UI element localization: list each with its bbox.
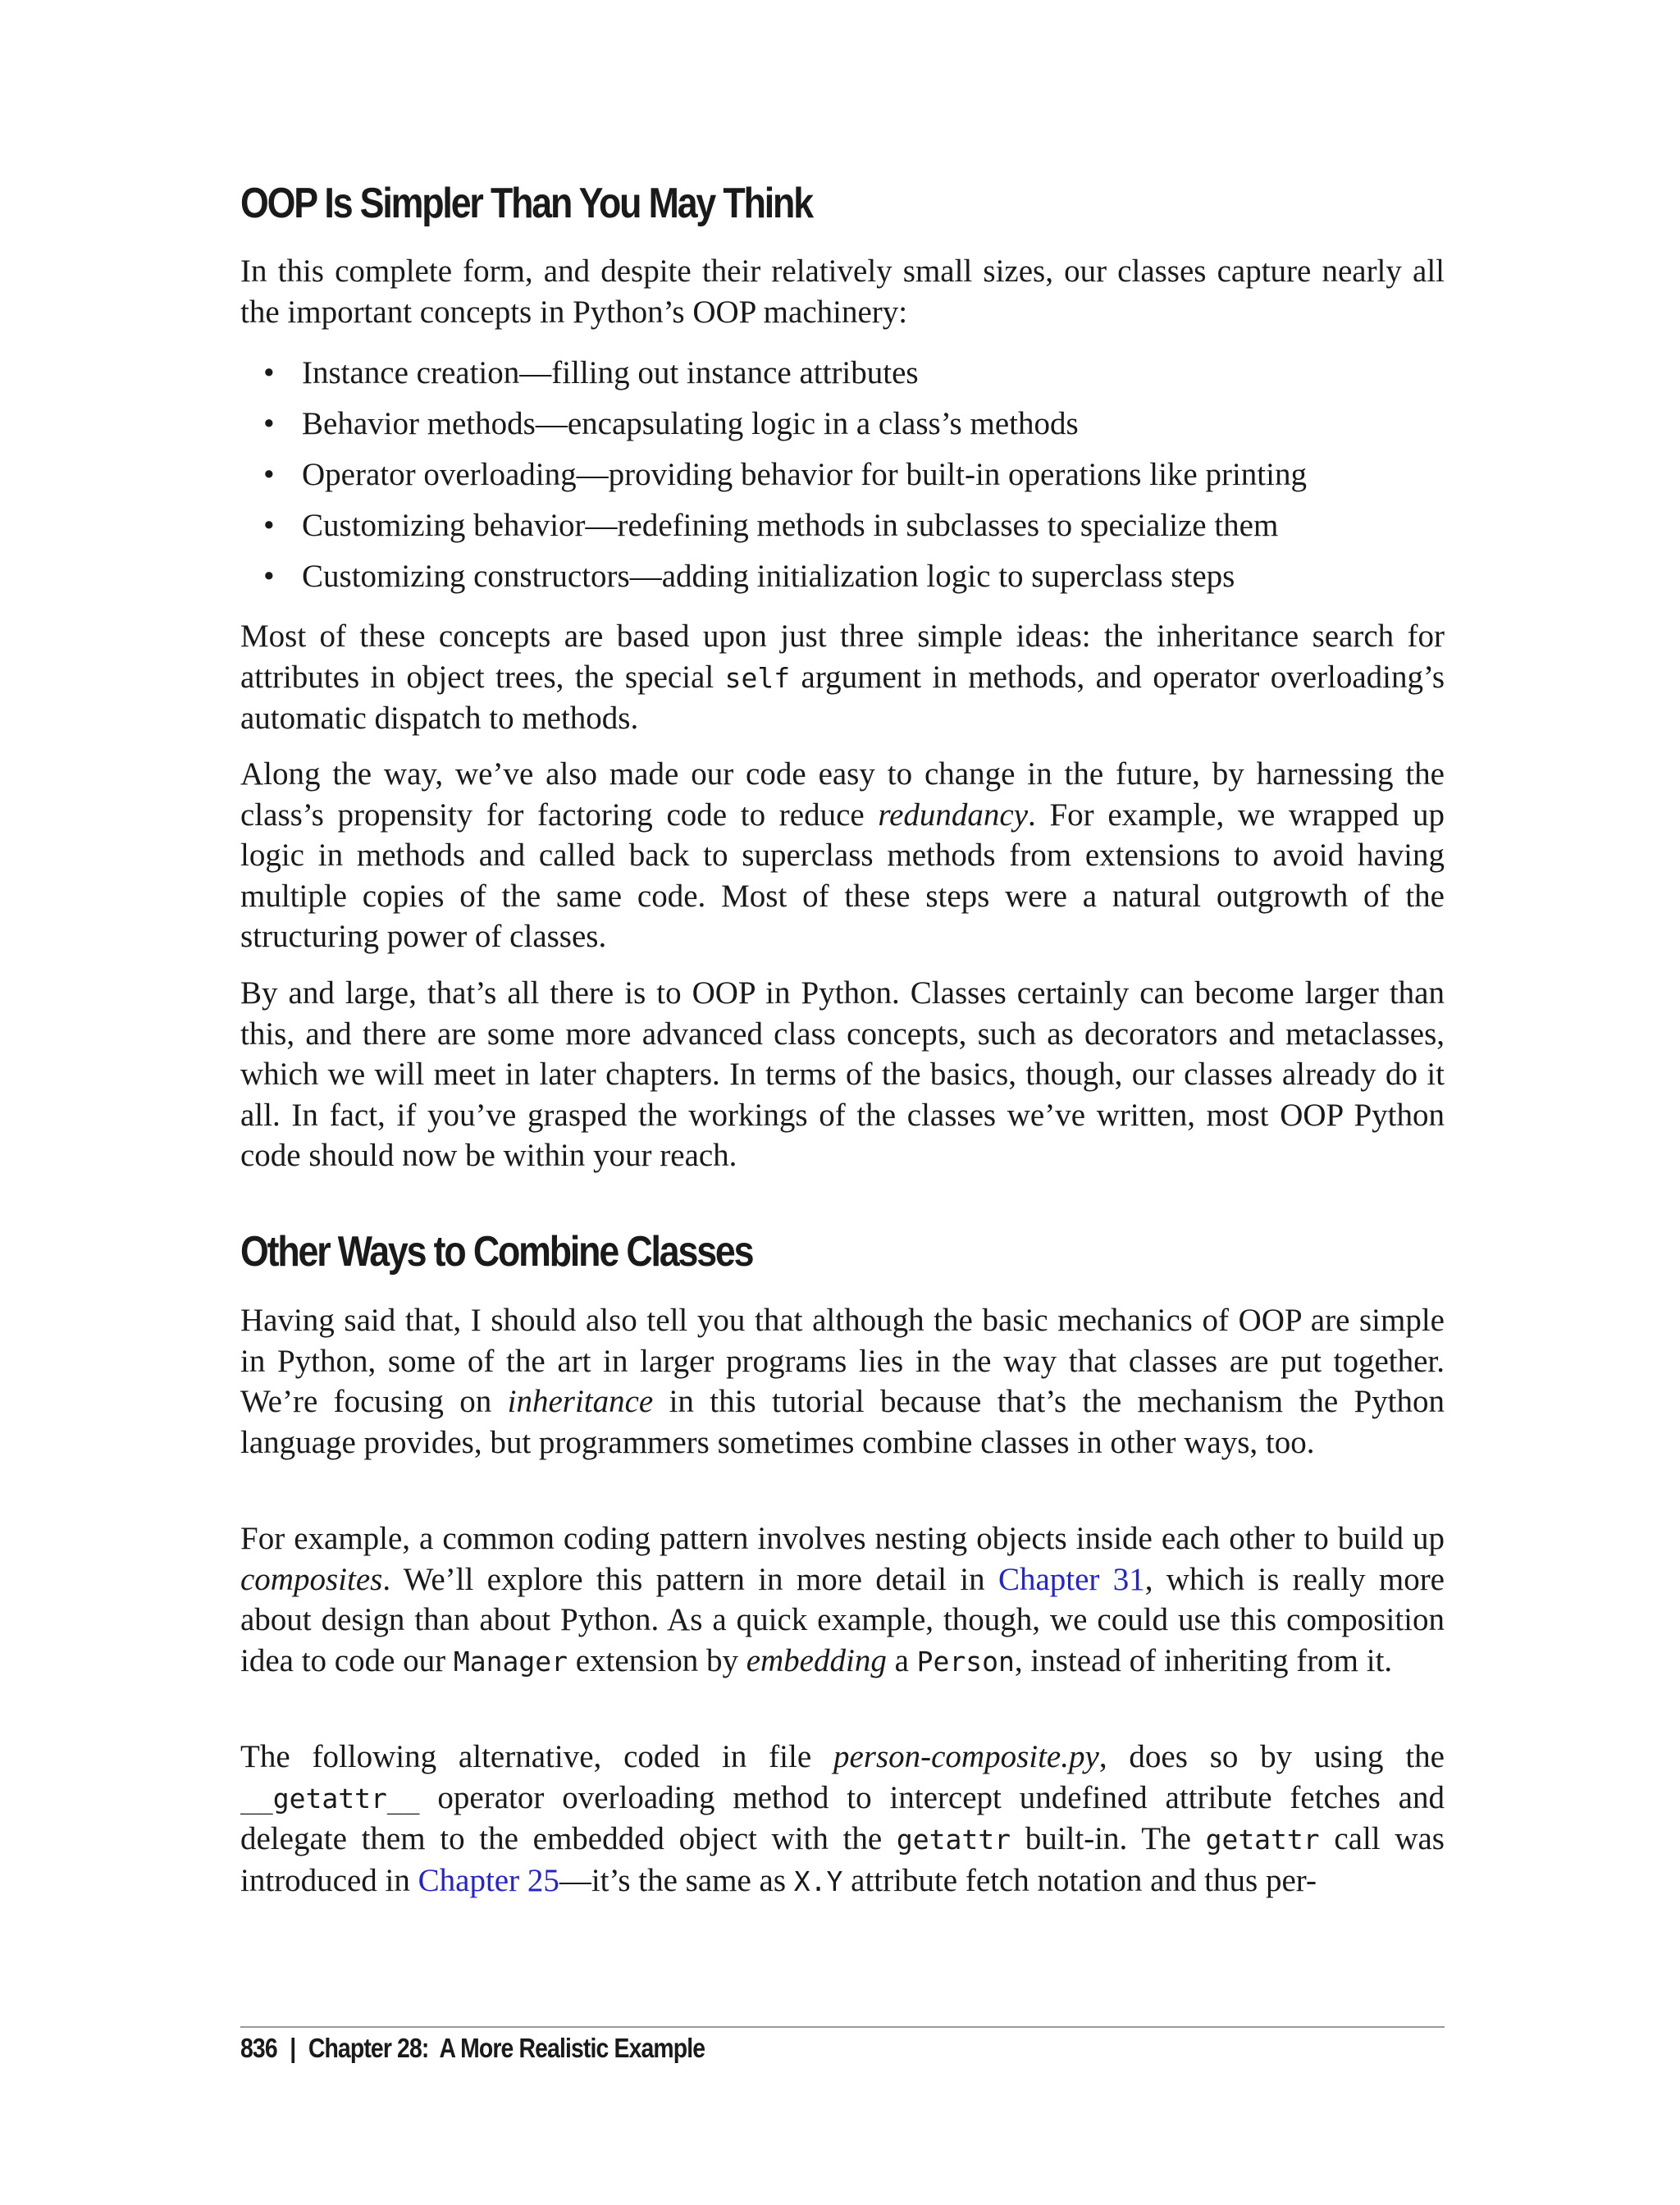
text-run: built-in. The — [1011, 1821, 1206, 1856]
text-run: . We’ll explore this pattern in more detail in — [382, 1561, 998, 1597]
text-run: attribute fetch notation and thus per- — [842, 1862, 1317, 1898]
footer-separator: | — [290, 2033, 296, 2063]
bullet-icon: • — [263, 457, 275, 492]
section-heading-other-ways: Other Ways to Combine Classes — [240, 1228, 753, 1276]
page-footer — [240, 2033, 705, 2064]
inline-code-getattr-2: getattr — [1205, 1824, 1320, 1856]
inline-code-getattr-dunder: __getattr__ — [240, 1782, 420, 1815]
chapter-25-link[interactable]: Chapter 25 — [418, 1862, 559, 1898]
text-run: in this tutorial because that’s the mechanism the Python language provides, but programmers sometimes combine classes in other ways, too. — [240, 1384, 1445, 1460]
paragraph-three-ideas — [240, 616, 1445, 739]
text-run: By and large, that’s all there is to OOP in Python. Classes certainly can become larger than this, and there are some more advanced class concepts, such as decorators and metaclasses, which we will meet in later chapters. In terms of the basics, though, our classes already do it all. In fact, if you’ve grasped the workings of the classes we’ve written, most OOP Python code should now be within your reach. — [240, 975, 1445, 1173]
text-run: call was introduced in — [240, 1821, 1445, 1898]
list-item — [240, 348, 1445, 399]
text-run: , does so by using the — [1098, 1739, 1445, 1774]
text-run: operator overloading method to intercept undefined attribute fetches and delegate them to the embedded object with the — [240, 1779, 1445, 1856]
inline-code-xy: X.Y — [793, 1865, 843, 1897]
text-run: extension by — [567, 1642, 746, 1678]
paragraph-composites — [240, 1518, 1445, 1682]
list-item-text: Operator overloading—providing behavior for built-in operations like printing — [302, 457, 1307, 492]
list-item — [240, 500, 1445, 551]
text-run: Having said that, I should also tell you that although the basic mechanics of OOP are simple in Python, some of the art in larger programs lies in the way that classes are put together. We’re focusing on — [240, 1303, 1445, 1419]
emphasis-composites: composites — [240, 1561, 383, 1597]
list-item — [240, 551, 1445, 602]
inline-code-getattr: getattr — [896, 1824, 1011, 1856]
inline-code-person: Person — [916, 1645, 1015, 1678]
footer-divider — [240, 2026, 1445, 2028]
paragraph-redundancy — [240, 754, 1445, 957]
list-item-text: Behavior methods—encapsulating logic in a class’s methods — [302, 406, 1079, 441]
text-run: The following alternative, coded in file — [240, 1739, 833, 1774]
bullet-icon: • — [263, 508, 275, 543]
section-heading-oop-simpler: OOP Is Simpler Than You May Think — [240, 180, 812, 227]
text-run: For example, a common coding pattern involves nesting objects inside each other to build up — [240, 1521, 1445, 1556]
text-run: Along the way, we’ve also made our code easy to change in the future, by harnessing the class’s propensity for factoring code to reduce — [240, 756, 1445, 833]
list-item-text: Instance creation—filling out instance attributes — [302, 355, 919, 390]
emphasis-embedding: embedding — [746, 1642, 887, 1678]
chapter-31-link[interactable]: Chapter 31 — [998, 1561, 1145, 1597]
bullet-icon: • — [263, 355, 275, 390]
inline-code-manager: Manager — [453, 1645, 568, 1678]
list-item-text: Customizing constructors—adding initialization logic to superclass steps — [302, 559, 1235, 594]
page-number: 836 — [240, 2033, 277, 2063]
emphasis-redundancy: redundancy — [878, 797, 1029, 833]
chapter-title: Chapter 28: A More Realistic Example — [308, 2033, 705, 2063]
text-run: Most of these concepts are based upon just three simple ideas: the inheritance search for attributes in object trees, the special — [240, 619, 1445, 695]
paragraph-getattr — [240, 1737, 1445, 1901]
text-run: —it’s the same as — [559, 1862, 794, 1898]
paragraph-intro — [240, 251, 1445, 332]
text-run: a — [886, 1642, 917, 1678]
emphasis-inheritance: inheritance — [507, 1384, 654, 1419]
list-item-text: Customizing behavior—redefining methods in subclasses to specialize them — [302, 508, 1279, 543]
paragraph-intro-text: In this complete form, and despite their relatively small sizes, our classes capture nearly all the important concepts in Python’s OOP machinery: — [240, 253, 1445, 330]
inline-code-self: self — [724, 661, 791, 694]
list-item — [240, 450, 1445, 500]
text-run: , instead of inheriting from it. — [1014, 1642, 1393, 1678]
bullet-icon: • — [263, 559, 275, 594]
text-run: , which is really more about design than about Python. As a quick example, though, we could use this composition idea to code our — [240, 1561, 1445, 1678]
paragraph-by-and-large — [240, 973, 1445, 1176]
concept-bullet-list — [240, 348, 1445, 602]
list-item — [240, 399, 1445, 450]
paragraph-having-said — [240, 1300, 1445, 1463]
emphasis-filename: person-composite.py — [833, 1739, 1099, 1774]
bullet-icon: • — [263, 406, 275, 441]
text-run: argument in methods, and operator overloading’s automatic dispatch to methods. — [240, 659, 1445, 736]
text-run: . For example, we wrapped up logic in methods and called back to superclass methods from extensions to avoid having multiple copies of the same code. Most of these steps were a natural outgrowth of the structuring power of classes. — [240, 797, 1445, 954]
